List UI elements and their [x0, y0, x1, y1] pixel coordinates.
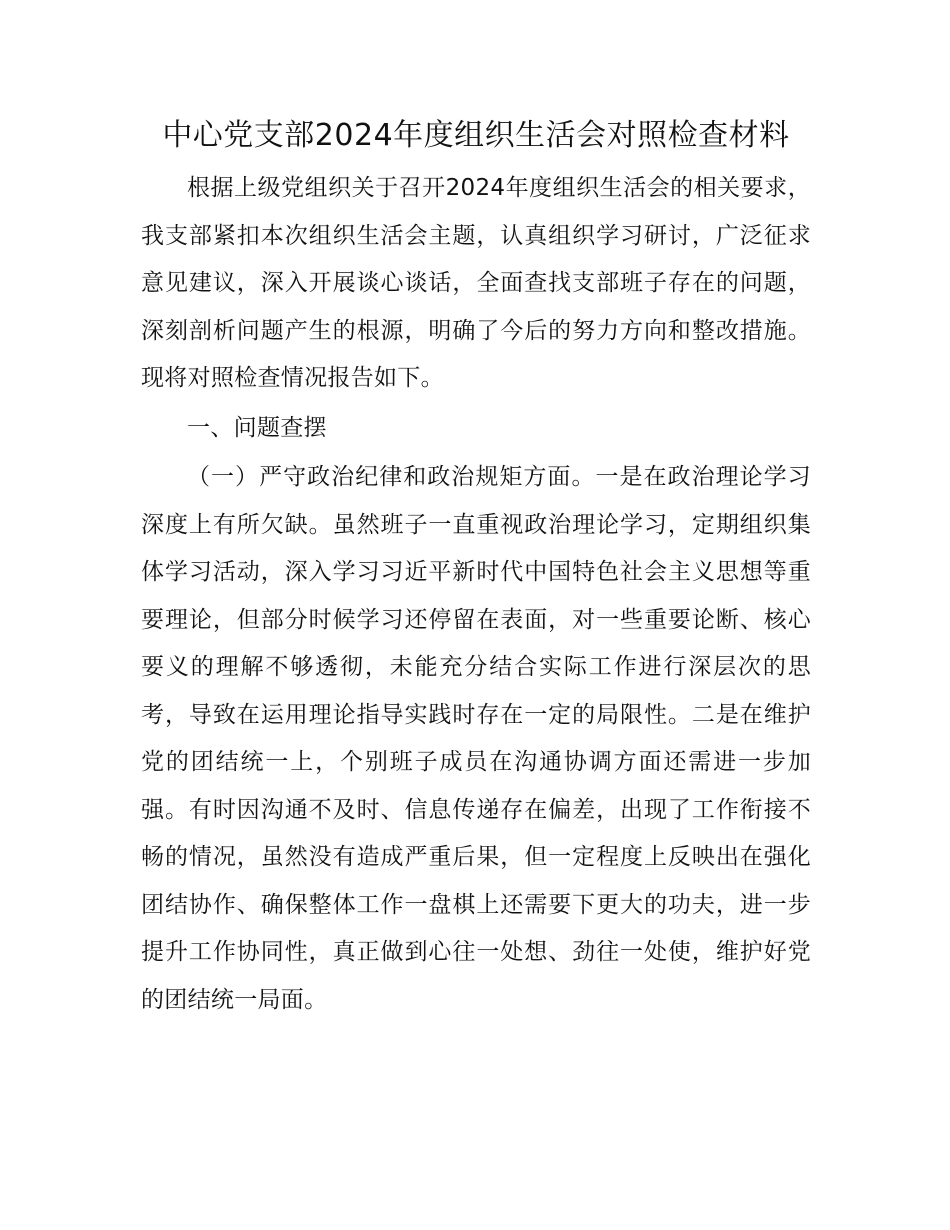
document-title: 中心党支部2024年度组织生活会对照检查材料	[162, 118, 790, 153]
section-heading: 一、问题查摆	[187, 414, 327, 441]
intro-paragraph: 根据上级党组织关于召开2024年度组织生活会的相关要求，我支部紧扣本次组织生活会主题，认真组织学习研讨，广泛征求意见建议，深入开展谈心谈话，全面查找支部班子存在的问题，深刻剖析问题产生的根源，明确了今后的努力方向和整改措施。现将对照检查情况报告如下。	[141, 175, 811, 391]
section-paragraph: （一）严守政治纪律和政治规矩方面。一是在政治理论学习深度上有所欠缺。虽然班子一直重视政治理论学习，定期组织集体学习活动，深入学习习近平新时代中国特色社会主义思想等重要理论，但部分时候学习还停留在表面，对一些重要论断、核心要义的理解不够透彻，未能充分结合实际工作进行深层次的思考，导致在运用理论指导实践时存在一定的局限性。二是在维护党的团结统一上，个别班子成员在沟通协调方面还需进一步加强。有时因沟通不及时、信息传递存在偏差，出现了工作衔接不畅的情况，虽然没有造成严重后果，但一定程度上反映出在强化团结协作、确保整体工作一盘棋上还需要下更大的功夫，进一步提升工作协同性，真正做到心往一处想、劲往一处使，维护好党的团结统一局面。	[141, 464, 811, 1013]
document-body	[141, 112, 811, 1024]
